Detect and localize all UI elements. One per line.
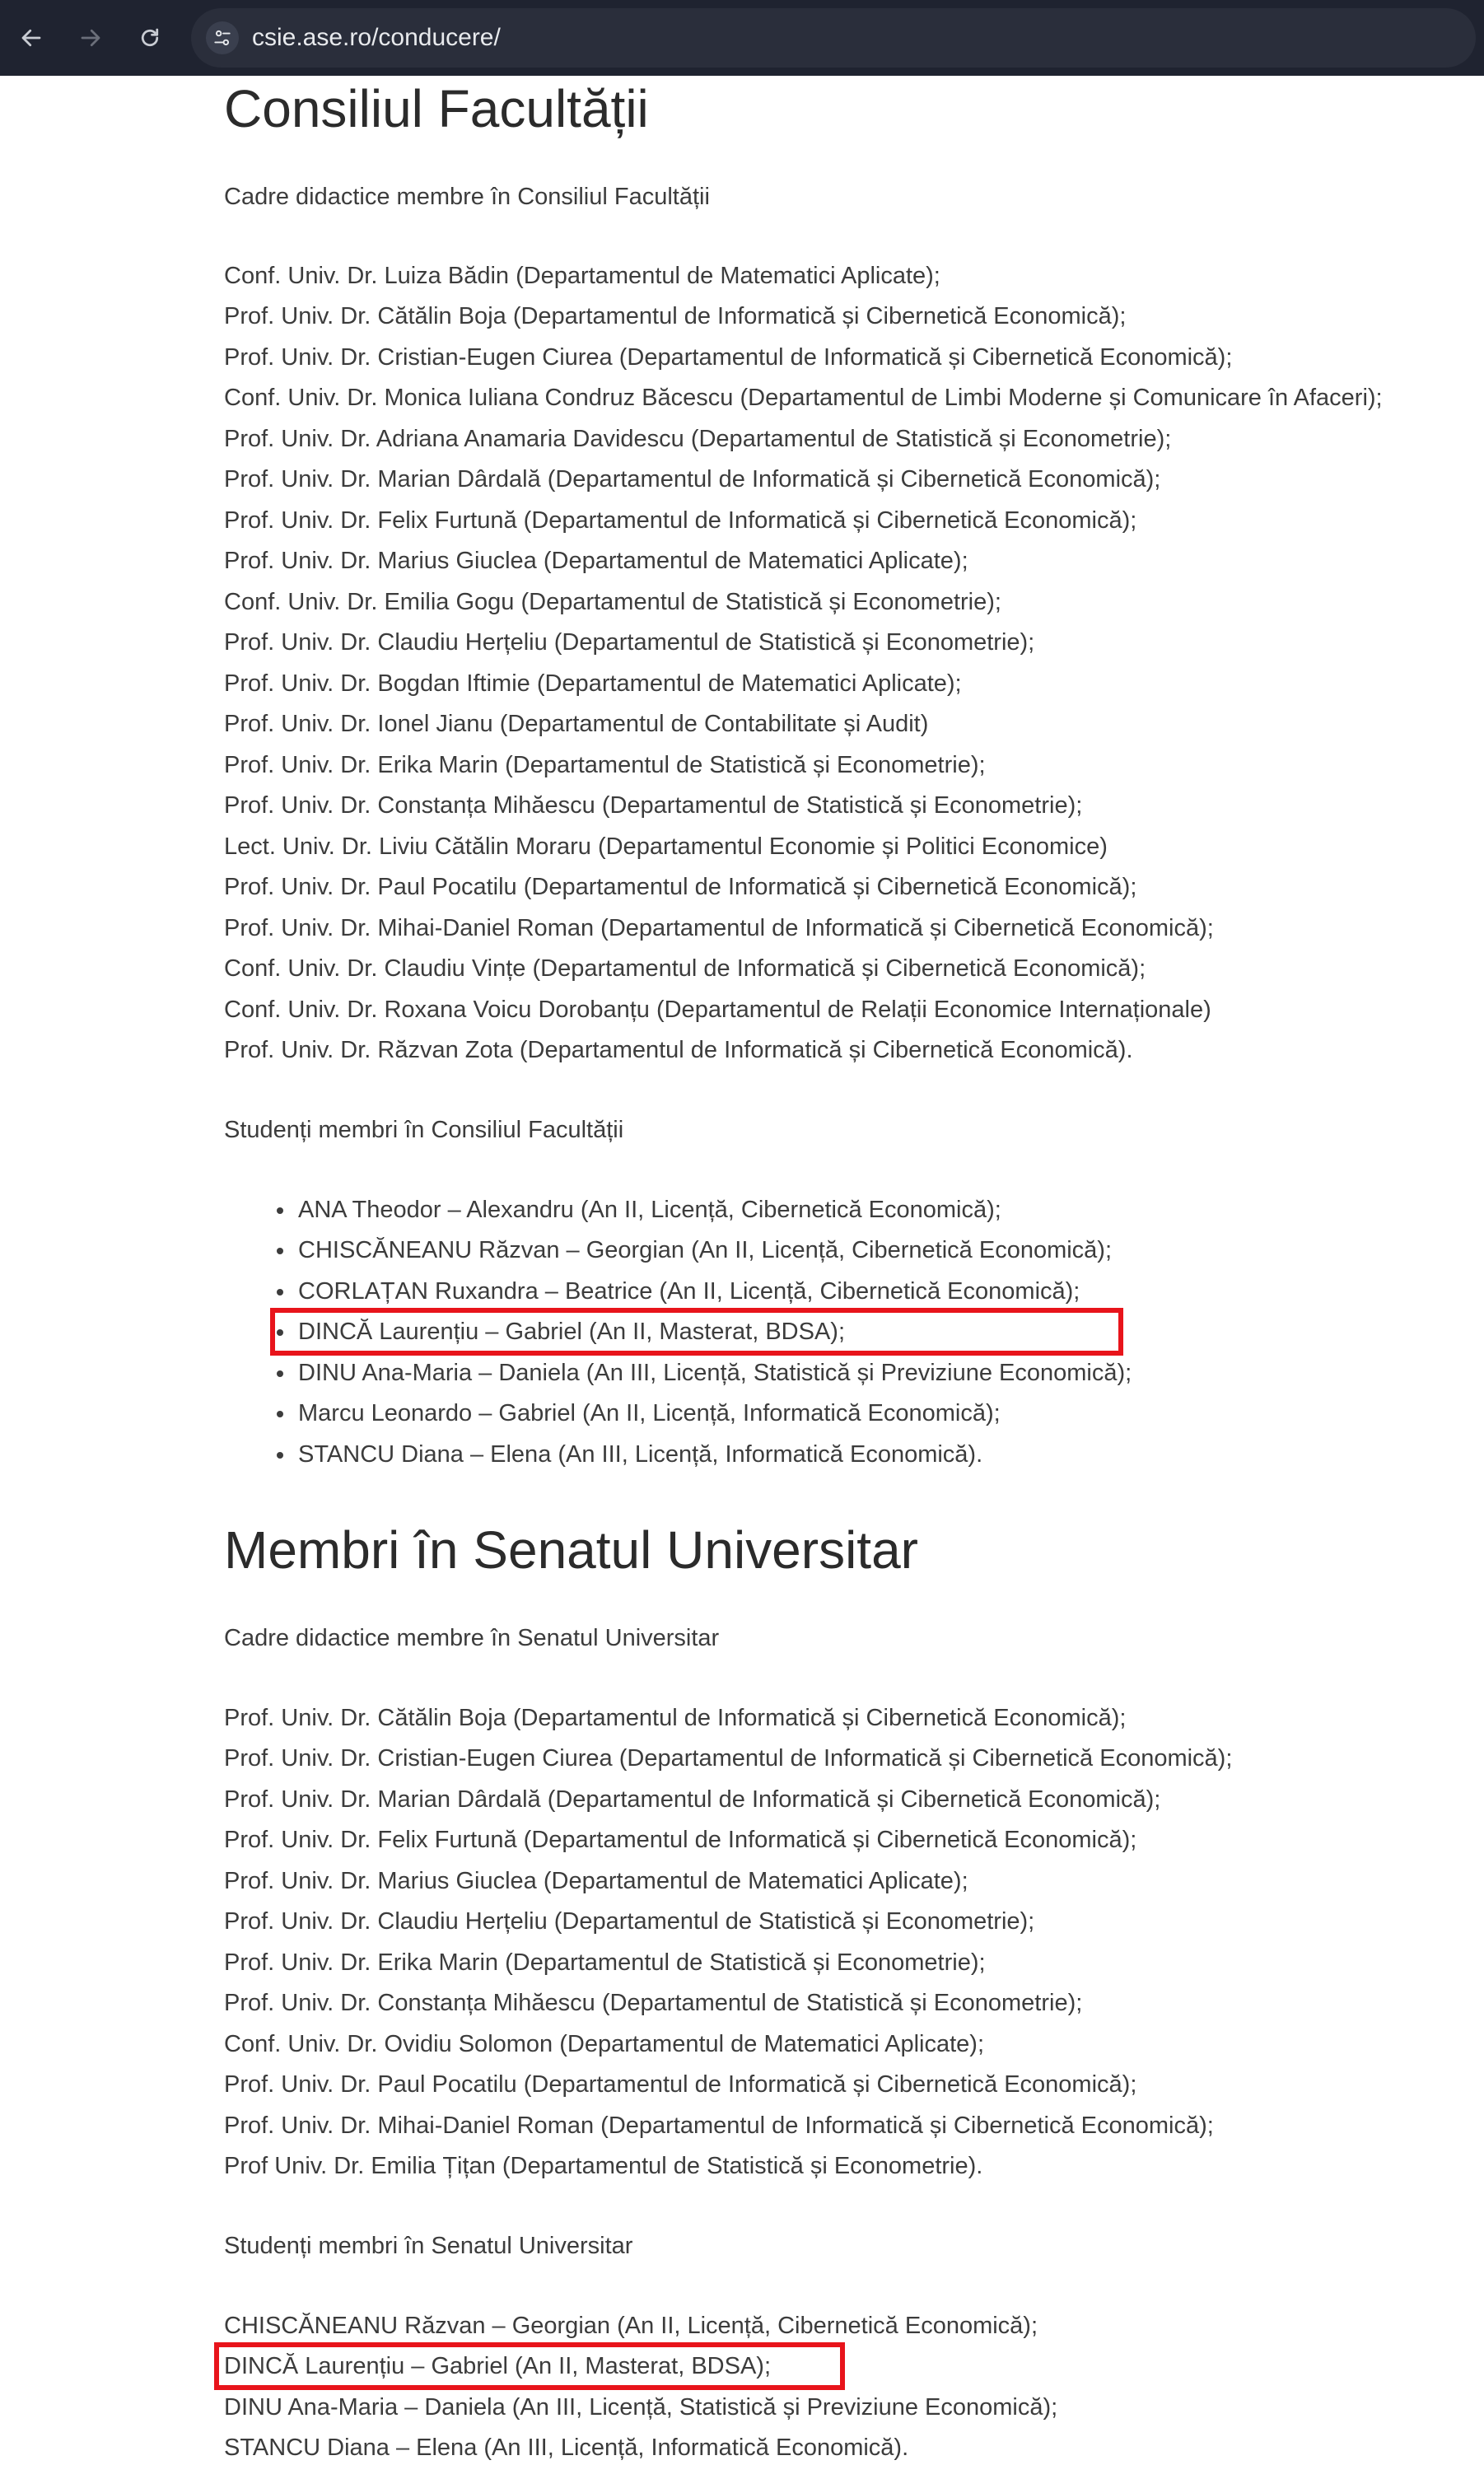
list-item: Prof. Univ. Dr. Bogdan Iftimie (Departamentul de Matematici Aplicate); [224,670,962,697]
list-item: Prof. Univ. Dr. Adriana Anamaria Davidescu (Departamentul de Statistică și Econometrie); [224,426,1172,452]
list-item: Conf. Univ. Dr. Roxana Voicu Dorobanțu (Departamentul de Relații Economice Internaționale) [224,997,1211,1023]
list-item: Lect. Univ. Dr. Liviu Cătălin Moraru (Departamentul Economie și Politici Economice) [224,833,1108,860]
senat-students-heading: Studenți membri în Senatul Universitar [224,2233,633,2259]
list-item: Conf. Univ. Dr. Ovidiu Solomon (Departamentul de Matematici Aplicate); [224,2031,985,2057]
back-button[interactable] [12,18,51,58]
list-item: CHISCĂNEANU Răzvan – Georgian (An II, Licență, Cibernetică Economică); [224,2313,1038,2339]
list-item: Marcu Leonardo – Gabriel (An II, Licență, Informatică Economică); [298,1397,1001,1430]
list-item: Prof. Univ. Dr. Mihai-Daniel Roman (Departamentul de Informatică și Cibernetică Economică); [224,2113,1214,2139]
list-item: Prof. Univ. Dr. Marian Dârdală (Departamentul de Informatică și Cibernetică Economică); [224,466,1161,493]
url-text[interactable]: csie.ase.ro/conducere/ [252,24,501,51]
reload-icon [138,26,162,50]
list-item: Prof. Univ. Dr. Erika Marin (Departamentul de Statistică și Econometrie); [224,752,986,778]
arrow-right-icon [78,26,103,50]
list-item: Prof. Univ. Dr. Paul Pocatilu (Departamentul de Informatică și Cibernetică Economică); [224,874,1137,900]
list-item: Prof. Univ. Dr. Erika Marin (Departamentul de Statistică și Econometrie); [224,1949,986,1976]
list-item: Prof. Univ. Dr. Cristian-Eugen Ciurea (Departamentul de Informatică și Cibernetică Economică); [224,344,1233,371]
list-item: DINU Ana-Maria – Daniela (An III, Licență, Statistică și Previziune Economică); [224,2394,1058,2421]
list-item-highlighted: DINCĂ Laurențiu – Gabriel (An II, Masterat, BDSA); [224,2353,772,2379]
site-info-button[interactable] [206,21,239,54]
consiliu-students-heading: Studenți membri în Consiliul Facultății [224,1117,624,1143]
list-item: DINU Ana-Maria – Daniela (An III, Licență, Statistică și Previziune Economică); [298,1356,1132,1389]
list-item: STANCU Diana – Elena (An III, Licență, Informatică Economică). [298,1438,982,1471]
list-item: Prof. Univ. Dr. Constanța Mihăescu (Departamentul de Statistică și Econometrie); [224,792,1083,819]
list-item: Conf. Univ. Dr. Luiza Bădin (Departamentul de Matematici Aplicate); [224,263,940,289]
reload-button[interactable] [130,18,170,58]
list-item: Conf. Univ. Dr. Emilia Gogu (Departamentul de Statistică și Econometrie); [224,589,1001,615]
list-item: Prof. Univ. Dr. Constanța Mihăescu (Departamentul de Statistică și Econometrie); [224,1990,1083,2016]
list-item: Prof. Univ. Dr. Felix Furtună (Departamentul de Informatică și Cibernetică Economică); [224,1827,1137,1853]
senat-staff-heading: Cadre didactice membre în Senatul Universitar [224,1625,720,1651]
list-item: Prof. Univ. Dr. Felix Furtună (Departamentul de Informatică și Cibernetică Economică); [224,507,1137,534]
list-item: Prof. Univ. Dr. Claudiu Herțeliu (Departamentul de Statistică și Econometrie); [224,1908,1035,1935]
highlight-annotation [270,1308,1123,1356]
consiliu-staff-heading: Cadre didactice membre în Consiliul Facultății [224,184,710,210]
highlight-annotation [214,2342,845,2390]
list-item: CORLAȚAN Ruxandra – Beatrice (An II, Licență, Cibernetică Economică); [298,1275,1080,1308]
list-item: ANA Theodor – Alexandru (An II, Licență, Cibernetică Economică); [298,1193,1001,1226]
list-item: Prof. Univ. Dr. Marian Dârdală (Departamentul de Informatică și Cibernetică Economică); [224,1786,1161,1813]
list-item: Prof. Univ. Dr. Cătălin Boja (Departamentul de Informatică și Cibernetică Economică); [224,303,1127,329]
browser-toolbar [0,0,1484,76]
list-item: CHISCĂNEANU Răzvan – Georgian (An II, Licență, Cibernetică Economică); [298,1234,1112,1267]
list-item: STANCU Diana – Elena (An III, Licență, Informatică Economică). [224,2435,909,2461]
tune-icon [212,27,233,49]
list-item: Prof. Univ. Dr. Cristian-Eugen Ciurea (Departamentul de Informatică și Cibernetică Economică); [224,1745,1233,1772]
list-item: Prof. Univ. Dr. Marius Giuclea (Departamentul de Matematici Aplicate); [224,1868,968,1894]
senat-title: Membri în Senatul Universitar [224,1520,918,1580]
list-item: Prof. Univ. Dr. Claudiu Herțeliu (Departamentul de Statistică și Econometrie); [224,629,1035,656]
arrow-left-icon [19,26,44,50]
list-item-highlighted: DINCĂ Laurențiu – Gabriel (An II, Masterat, BDSA); [298,1315,845,1348]
list-item: Prof. Univ. Dr. Cătălin Boja (Departamentul de Informatică și Cibernetică Economică); [224,1705,1127,1731]
list-item: Conf. Univ. Dr. Claudiu Vințe (Departamentul de Informatică și Cibernetică Economică); [224,955,1146,982]
list-item: Prof. Univ. Dr. Răzvan Zota (Departamentul de Informatică și Cibernetică Economică). [224,1037,1133,1063]
list-item: Prof. Univ. Dr. Ionel Jianu (Departamentul de Contabilitate și Audit) [224,711,929,737]
consiliu-title: Consiliul Facultății [224,79,649,138]
list-item: Prof. Univ. Dr. Mihai-Daniel Roman (Departamentul de Informatică și Cibernetică Economică); [224,915,1214,941]
list-item: Prof Univ. Dr. Emilia Țițan (Departamentul de Statistică și Econometrie). [224,2153,983,2179]
list-item: Prof. Univ. Dr. Marius Giuclea (Departamentul de Matematici Aplicate); [224,548,968,574]
list-item: Conf. Univ. Dr. Monica Iuliana Condruz Băcescu (Departamentul de Limbi Moderne și Comunicare în Afaceri); [224,385,1383,411]
list-item: Prof. Univ. Dr. Paul Pocatilu (Departamentul de Informatică și Cibernetică Economică); [224,2071,1137,2098]
forward-button[interactable] [71,18,110,58]
address-bar[interactable] [191,8,1476,68]
